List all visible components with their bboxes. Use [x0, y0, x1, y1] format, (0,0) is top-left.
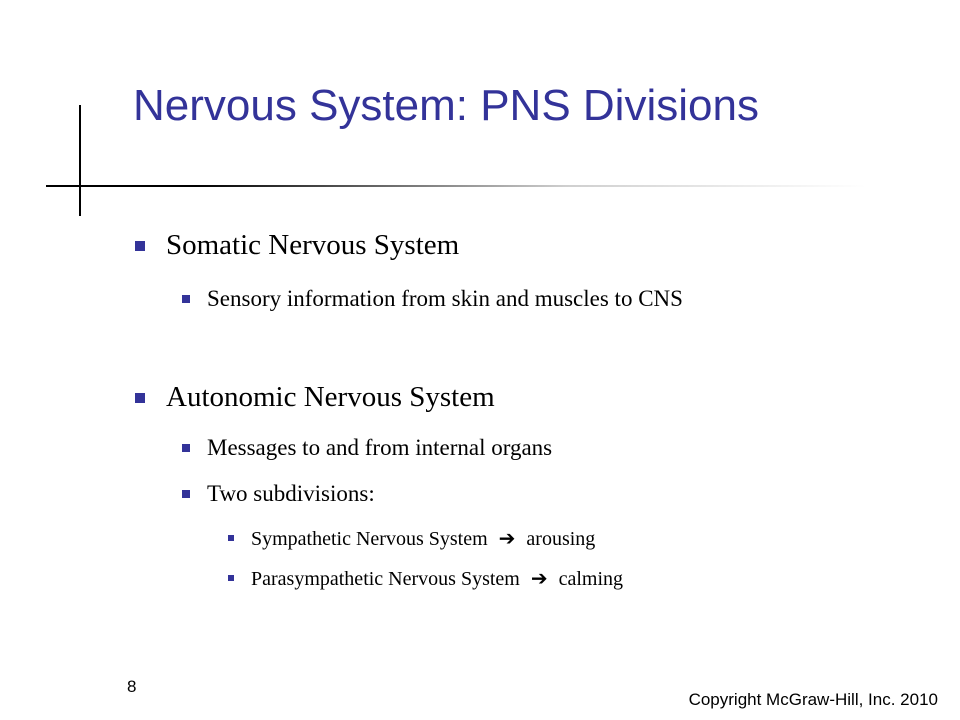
bullet-parasympathetic: [251, 566, 623, 591]
bullet-autonomic-messages-label: Messages to and from internal organs: [207, 435, 553, 460]
title-horizontal-rule: [46, 185, 866, 187]
square-bullet-icon: [182, 295, 190, 303]
bullet-autonomic-label: Autonomic Nervous System: [166, 381, 495, 413]
square-bullet-icon: [228, 535, 234, 541]
bullet-autonomic: [166, 380, 495, 414]
bullet-somatic-label: Somatic Nervous System: [166, 229, 460, 261]
bullet-somatic-sensory: [207, 285, 683, 313]
parasympathetic-effect: calming: [558, 568, 624, 590]
slide-title: Nervous System: PNS Divisions: [133, 81, 759, 130]
sympathetic-effect: arousing: [526, 528, 596, 550]
square-bullet-icon: [135, 393, 145, 403]
bullet-somatic-sensory-label: Sensory information from skin and muscles to CNS: [207, 286, 683, 311]
square-bullet-icon: [182, 444, 190, 452]
slide-number: 8: [127, 677, 137, 696]
title-vertical-rule: [79, 105, 81, 216]
square-bullet-icon: [182, 490, 190, 498]
parasympathetic-name: Parasympathetic Nervous System: [251, 568, 520, 590]
right-arrow-icon: ➔: [498, 526, 516, 550]
sympathetic-name: Sympathetic Nervous System: [251, 528, 488, 550]
copyright-notice: Copyright McGraw-Hill, Inc. 2010: [688, 690, 938, 709]
bullet-autonomic-subdivisions-label: Two subdivisions:: [207, 481, 375, 506]
bullet-sympathetic: [251, 526, 595, 551]
square-bullet-icon: [228, 575, 234, 581]
right-arrow-icon: ➔: [530, 566, 548, 590]
square-bullet-icon: [135, 241, 145, 251]
bullet-autonomic-subdivisions: [207, 480, 375, 508]
bullet-somatic: [166, 228, 459, 262]
bullet-autonomic-messages: [207, 434, 552, 462]
